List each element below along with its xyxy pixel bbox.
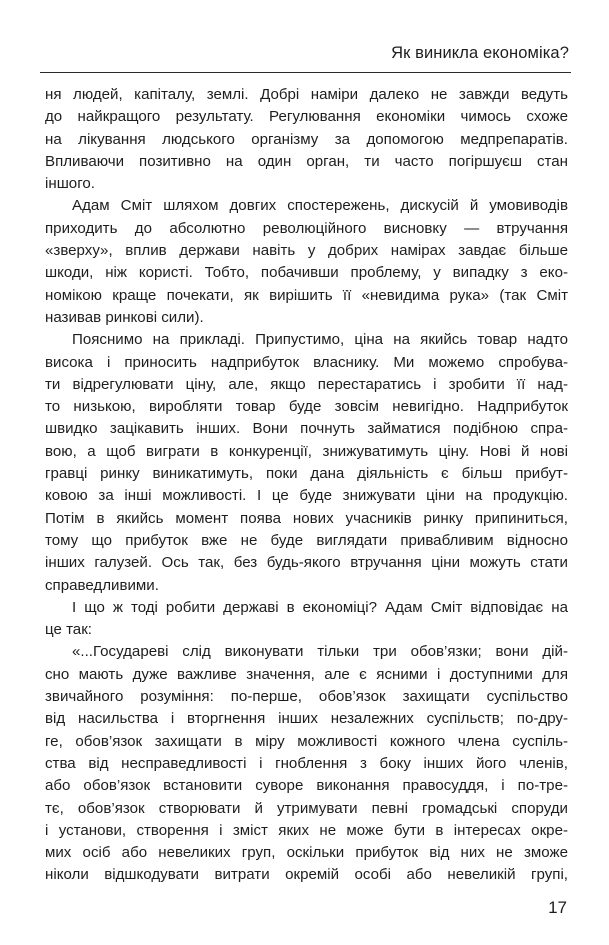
text-line: і установи, створення і зміст яких не може бути в інтересах окре- [45, 821, 568, 839]
header-rule [40, 72, 571, 73]
text-line: ства від несправедливості і гноблення з боку інших його членів, [45, 754, 568, 772]
text-line: «...Государеві слід виконувати тільки три обов’язки; вони дій- [72, 643, 568, 661]
text-line: сно мають дуже важливе значення, але є ясними і доступними для [45, 665, 568, 683]
text-line: це так: [45, 621, 92, 639]
text-line: вою, а щоб виграти в конкуренції, знижуватимуть ціну. Нові й нові [45, 442, 568, 460]
text-line: Впливаючи позитивно на один орган, ти часто погіршуєш стан [45, 152, 568, 170]
text-line: ня людей, капіталу, землі. Добрі наміри далеко не завжди ведуть [45, 86, 568, 103]
text-line: Адам Сміт шляхом довгих спостережень, дискусій й умовиводів [72, 197, 568, 215]
paragraph [45, 84, 568, 195]
text-line: шкоди, ніж користі. Тобто, побачивши проблему, у випадку з еко- [45, 264, 568, 282]
text-line: ге, обов’язок захищати в міру можливості кожного члена суспіль- [45, 732, 568, 750]
text-line: приходить до абсолютно революційного висновку — втручання [45, 219, 568, 237]
text-line: звичайного розуміння: по-перше, обов’язок захищати суспільство [45, 688, 568, 706]
text-line: називав ринкові сили). [45, 308, 204, 326]
text-line: висока і приносить надприбуток власнику. Ми можемо спробува- [45, 353, 568, 371]
text-line: від насильства і вторгнення інших незалежних суспільств; по-дру- [45, 710, 568, 728]
page-number: 17 [548, 898, 567, 917]
text-line: «зверху», вплив держави навіть у добрих намірах завдає більше [45, 242, 568, 260]
paragraph [45, 329, 568, 597]
text-line: номікою краще почекати, як вирішить її «невидима рука» (так Сміт [45, 286, 568, 304]
text-line: Пояснимо на прикладі. Припустимо, ціна на якийсь товар надто [72, 331, 568, 349]
running-head-title: Як виникла економіка? [391, 44, 569, 62]
text-line: іншого. [45, 175, 95, 193]
text-line: швидко зацікавить інших. Вони почнуть займатися подібною спра- [45, 420, 568, 438]
paragraph [45, 195, 568, 329]
text-line: ти відрегулювати ціну, але, якщо перестаратись і зробити її над- [45, 375, 568, 393]
text-line: Потім в якийсь момент поява нових учасників ринку припиниться, [45, 509, 568, 527]
text-line: І що ж тоді робити державі в економіці? Адам Сміт відповідає на [72, 598, 568, 616]
text-line: гравці ринку виникатимуть, поки дана діяльність є більш прибут- [45, 465, 568, 483]
text-line: інших галузей. Ось так, без будь-якого втручання ціни можуть стати [45, 554, 568, 572]
paragraph [45, 641, 568, 886]
text-line: мих осіб або невеликих груп, оскільки прибуток від них не зможе [45, 844, 568, 862]
text-line: тому що прибуток вже не буде виглядати привабливим відносно [45, 531, 568, 549]
text-line: ніколи відшкодувати витрати окремій особі або невеликій групі, [45, 866, 568, 884]
text-line: ковою за інші можливості. І це буде знижувати ціни на продукцію. [45, 487, 568, 505]
paragraph [45, 597, 568, 642]
text-line: до найкращого результату. Регулювання економіки чимось схоже [45, 108, 568, 126]
body-text [45, 84, 568, 887]
text-line: справедливими. [45, 576, 159, 594]
text-line: або обов’язок встановити суворе виконання правосуддя, і по-тре- [45, 777, 568, 795]
text-line: на лікування людського організму за допомогою медпрепаратів. [45, 130, 568, 148]
text-line: то низькою, виробляти товар буде зовсім невигідно. Надприбуток [45, 398, 568, 416]
text-line: тє, обов’язок створювати й утримувати певні громадські споруди [45, 799, 568, 817]
